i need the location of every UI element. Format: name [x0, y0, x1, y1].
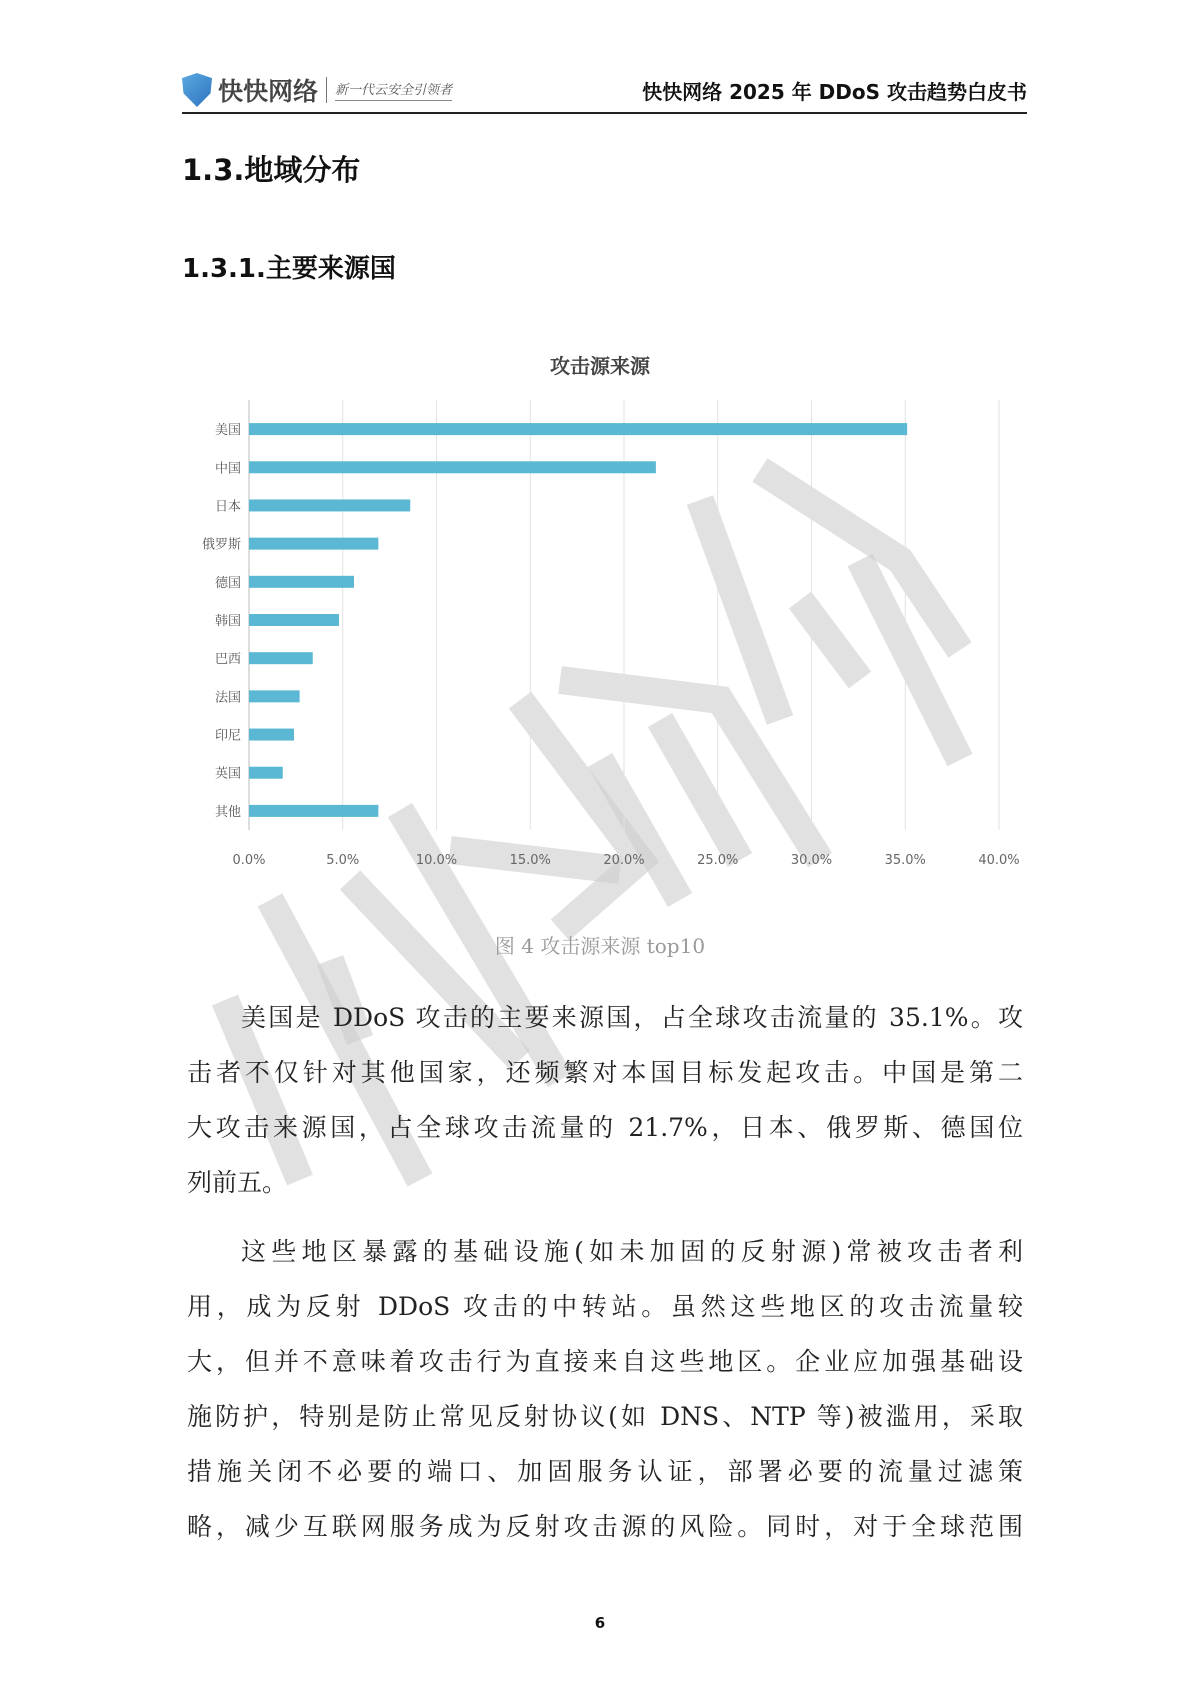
x-tick-label: 40.0%	[978, 853, 1020, 868]
paragraph-line: 这些地区暴露的基础设施(如未加固的反射源)常被攻击者利	[241, 1237, 1023, 1266]
paragraph-line: 施防护，特别是防止常见反射协议(如 DNS、NTP 等)被滥用，采取	[187, 1402, 1023, 1431]
x-tick-label: 10.0%	[415, 853, 458, 868]
bar	[249, 423, 907, 435]
shield-logo-icon	[182, 73, 212, 107]
y-category-label: 印尼	[214, 728, 241, 744]
x-tick-label: 15.0%	[509, 853, 551, 868]
paragraph-line: 大攻击来源国，占全球攻击流量的 21.7%，日本、俄罗斯、德国位	[187, 1113, 1023, 1142]
page-header	[182, 68, 1027, 114]
y-category-label: 美国	[214, 423, 241, 439]
bar	[249, 652, 313, 664]
x-tick-label: 0.0%	[232, 853, 266, 868]
page-number: 6	[594, 1614, 606, 1632]
bar	[249, 538, 378, 550]
paragraph	[187, 990, 1023, 1210]
paragraph	[187, 1224, 1023, 1554]
y-category-label: 日本	[214, 499, 241, 515]
bar	[249, 461, 656, 473]
paragraph-line: 大，但并不意味着攻击行为直接来自这些地区。企业应加强基础设	[187, 1347, 1023, 1376]
x-tick-label: 5.0%	[326, 853, 360, 868]
body-text	[187, 990, 1023, 1554]
bar	[249, 805, 378, 817]
y-category-label: 德国	[214, 575, 241, 591]
document-title: 快快网络 2025 年 DDoS 攻击趋势白皮书	[642, 80, 1027, 104]
brand-slogan: 新一代云安全引领者	[335, 79, 452, 101]
chart-title: 攻击源来源	[550, 354, 650, 378]
bar	[249, 499, 410, 511]
section-heading: 1.3.地域分布	[182, 153, 361, 187]
paragraph-line: 美国是 DDoS 攻击的主要来源国，占全球攻击流量的 35.1%。攻	[241, 1003, 1023, 1032]
x-tick-label: 30.0%	[790, 853, 833, 868]
paragraph-line: 列前五。	[187, 1168, 288, 1197]
y-category-label: 中国	[214, 461, 241, 477]
figure-caption: 图 4 攻击源来源 top10	[494, 934, 706, 958]
bar	[249, 614, 339, 626]
x-tick-label: 25.0%	[697, 853, 739, 868]
bar-chart	[0, 390, 1200, 890]
paragraph-line: 略，减少互联网服务成为反射攻击源的风险。同时，对于全球范围	[187, 1512, 1023, 1541]
y-category-label: 韩国	[214, 614, 241, 629]
subsection-heading: 1.3.1.主要来源国	[182, 254, 396, 284]
bar	[249, 767, 283, 779]
logo-divider	[326, 77, 327, 103]
y-category-label: 英国	[214, 766, 241, 782]
paragraph-line: 用，成为反射 DDoS 攻击的中转站。虽然这些地区的攻击流量较	[187, 1292, 1023, 1321]
y-category-label: 巴西	[214, 652, 241, 668]
x-tick-label: 35.0%	[884, 853, 926, 868]
brand-name: 快快网络	[218, 77, 319, 106]
paragraph-line: 击者不仅针对其他国家，还频繁对本国目标发起攻击。中国是第二	[187, 1058, 1023, 1087]
bar	[249, 690, 300, 702]
bar	[249, 576, 354, 588]
paragraph-line: 措施关闭不必要的端口、加固服务认证，部署必要的流量过滤策	[187, 1457, 1023, 1486]
bar	[249, 729, 294, 741]
company-logo	[182, 72, 452, 108]
y-category-label: 俄罗斯	[201, 537, 241, 553]
y-category-label: 其他	[214, 804, 241, 820]
x-tick-label: 20.0%	[603, 853, 645, 868]
y-category-label: 法国	[214, 690, 241, 706]
